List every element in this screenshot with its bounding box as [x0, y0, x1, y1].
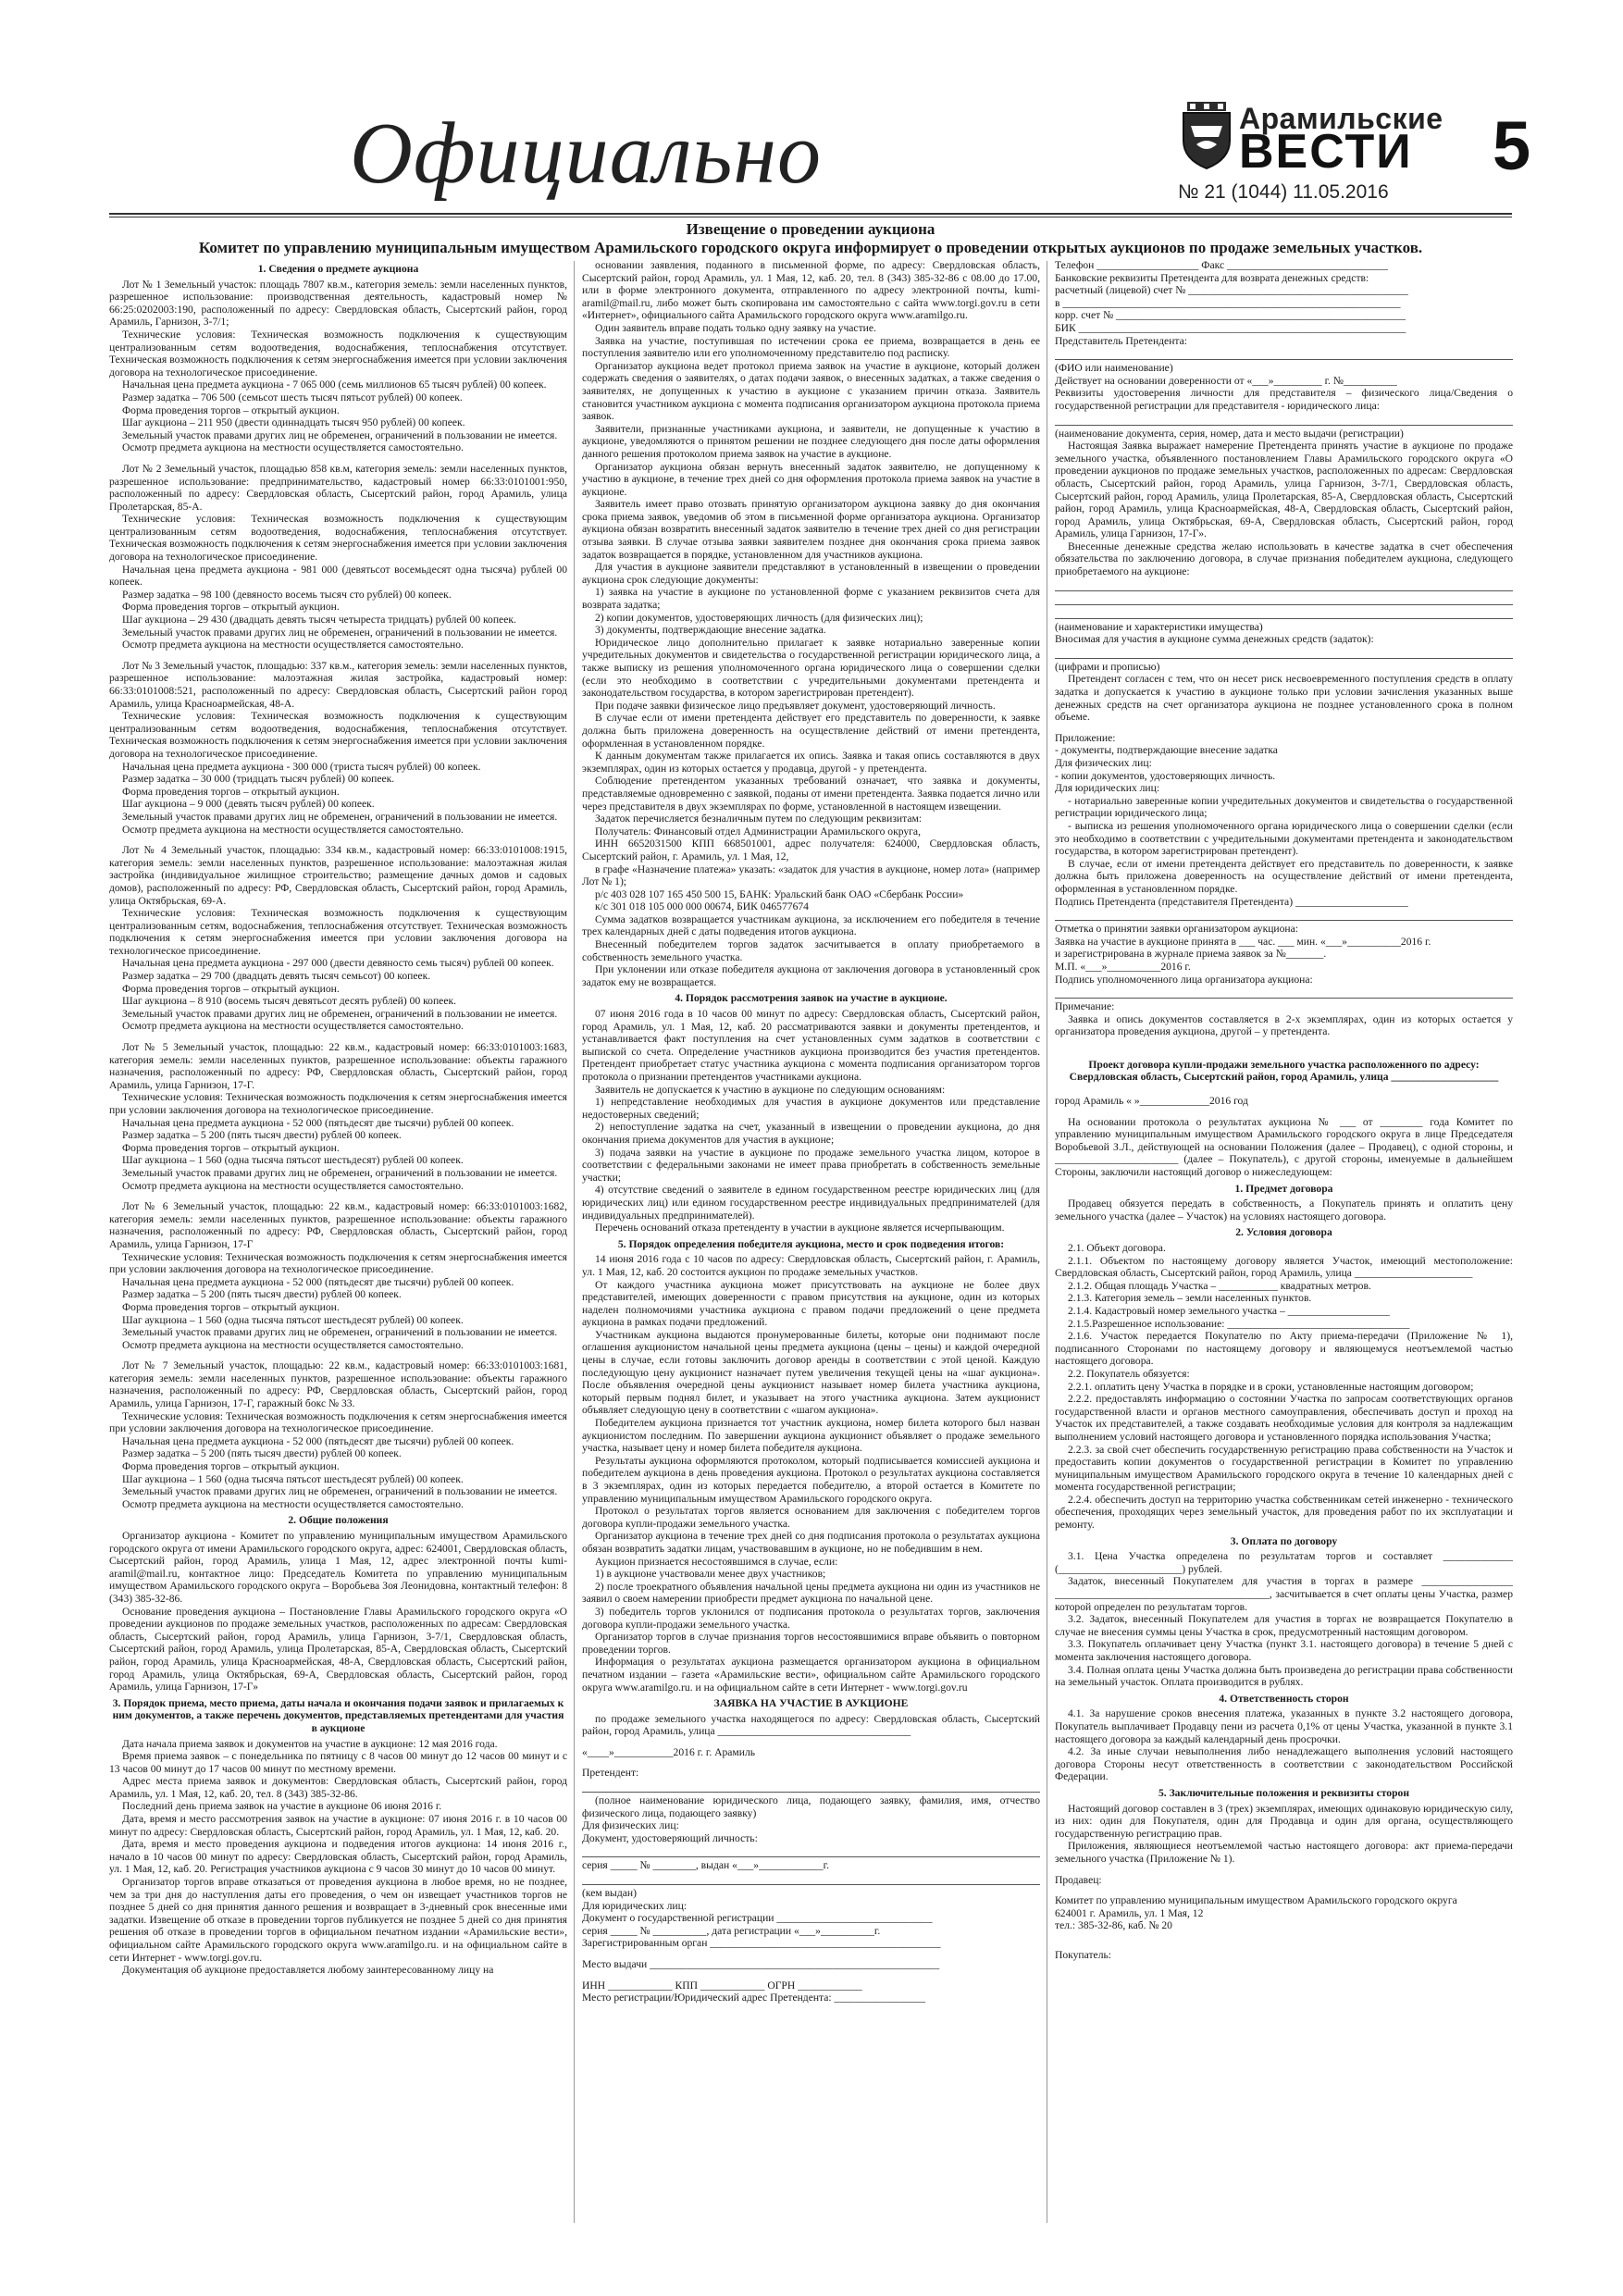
- paragraph: Технические условия: Техническая возможность подключения к существующим централизованным сетям, водоснабжения, теплоснабжения отсутствует. Техническая возможность подключения к сетям энергоснабжения имеется при условии заключения договора на технологическое присоединение.: [109, 907, 567, 957]
- form-line: Действует на основании доверенности от «___»_________ г. №__________: [1055, 374, 1397, 387]
- form-line: серия _____ № __________, дата регистрации «___»__________г.: [582, 1924, 881, 1937]
- paragraph: Дата начала приема заявок и документов на участие в аукционе: 12 мая 2016 года.: [122, 1737, 498, 1750]
- form-line: Отметка о принятии заявки организатором аукциона:: [1055, 923, 1298, 936]
- paragraph: Организатор торгов вправе отказаться от проведения аукциона в любое время, но не позднее, чем за три дня до наступления даты его проведения, о чем он извещает участников торгов не позднее 5 дней со дня принятия данного решения и возвращает в 3-дневный срок внесенные ими задатки. Извещение об отказе в проведении торгов публикуется не позднее 5 дней со дня принятия решения об отказе в проведении торгов в официальном печатном издании «Арамильские вести», официальном сайте Арамильского городского округа www.aramilgo.ru. и на официальном сайте в сети Интернет - www.torgi.gov.ru.: [109, 1876, 567, 1964]
- section-heading: 4. Ответственность сторон: [1219, 1692, 1349, 1705]
- spacer: [582, 1758, 1040, 1767]
- paragraph: 3) подача заявки на участие в аукционе по продаже земельного участка лицом, которое в соответствии с федеральными законами не имеет права приобретать в собственность земельные участки;: [582, 1146, 1040, 1184]
- paragraph: 2) непоступление задатка на счет, указанный в извещении о проведении аукциона, до дня окончания приема документов для участия в аукционе;: [582, 1121, 1040, 1146]
- form-line: Банковские реквизиты Претендента для возврата денежных средств:: [1055, 271, 1369, 284]
- paragraph: Размер задатка – 706 500 (семьсот шесть тысяч пятьсот рублей) 00 копеек.: [122, 391, 463, 403]
- paragraph: Победителем аукциона признается тот участник аукциона, номер билета которого был назван аукционистом последним. По завершении аукциона аукционист объявляет о продаже земельного участка, называет цену и номер билета победителя аукциона.: [582, 1417, 1040, 1455]
- section-heading: 2. Условия договора: [1235, 1226, 1332, 1239]
- paragraph: Организатор аукциона - Комитет по управлению муниципальным имуществом Арамильского городского округа от имени Арамильского городского округа, адрес: 624001, Свердловская область, Сысертский район, город Арамиль, улица 1 Мая, 12, адрес электронной почты kumi-aramil@mail.ru, контактное лицо: Председатель Комитета по управлению муниципальным имуществом Арамильского городского округа – Воробьева Зоя Леонидовна, контактный телефон: 8 (343) 385-32-86.: [109, 1530, 567, 1605]
- paragraph: Лот № 6 Земельный участок, площадью: 22 кв.м., кадастровый номер: 66:33:0101003:1682, категория земель: земли населенных пунктов, разрешенное использование: объекты гаражного назначения, расположенный по адресу: РФ, Свердловская область, Сысертский район, город Арамиль, улица Гарнизон, 17-Г: [109, 1200, 567, 1250]
- paragraph: 1) заявка на участие в аукционе по установленной форме с указанием реквизитов счета для возврата задатка;: [582, 586, 1040, 612]
- paragraph: В случае, если от имени претендента действует его представитель по доверенности, к заявке должна быть приложена доверенность на осуществление действий от имени претендента, оформленная в установленном порядке.: [1055, 857, 1513, 895]
- spacer: [1055, 1086, 1513, 1095]
- form-line: Место выдачи ______________________________________________________: [582, 1958, 940, 1970]
- form-line: Для физических лиц:: [582, 1819, 679, 1832]
- paragraph: 2.1.6. Участок передается Покупателю по Акту приема-передачи (Приложение № 1), подписанного Сторонами по настоящему договору и являющемуся неотъемлемой частью настоящего договора.: [1055, 1330, 1513, 1368]
- form-line: (ФИО или наименование): [1055, 362, 1173, 375]
- paragraph: 2.1.4. Кадастровый номер земельного участка – ___________________: [1068, 1304, 1390, 1317]
- paragraph: Лот № 4 Земельный участок, площадью: 334 кв.м., кадастровый номер: 66:33:0101008:1915, категория земель: земли населенных пунктов, разрешенное использование: малоэтажная жилая застройка (индивидуальное жилищное строительство; размещение дачных домов и садовых домов), расположенный по адресу: РФ, Свердловская область, Сысертский район, город Арамиль, улица Октябрьская, 69-А.: [109, 844, 567, 907]
- paragraph: Время приема заявок – с понедельника по пятницу с 8 часов 00 минут до 12 часов 00 минут и с 13 часов 00 минут до 17 часов 00 минут по местному времени.: [109, 1750, 567, 1775]
- section-heading: 3. Оплата по договору: [1230, 1534, 1338, 1547]
- section-heading: 5. Заключительные положения и реквизиты сторон: [1158, 1786, 1410, 1799]
- paragraph: Технические условия: Техническая возможность подключения к существующим централизованным сетям водоотведения, водоснабжения, теплоснабжения отсутствует. Техническая возможность подключения к сетям энергоснабжения имеется при условии заключения договора на технологическое присоединение.: [109, 328, 567, 379]
- form-line: Место регистрации/Юридический адрес Претендента: _________________: [582, 1992, 926, 2004]
- spacer: [1055, 724, 1513, 732]
- paragraph: Осмотр предмета аукциона на местности осуществляется самостоятельно.: [122, 1338, 464, 1351]
- paragraph: Один заявитель вправе подать только одну заявку на участие.: [595, 321, 876, 334]
- paragraph: К данным документам также прилагается их опись. Заявка и такая опись составляются в двух экземплярах, один из которых остается у продавца, другой - у претендента.: [582, 750, 1040, 775]
- paragraph: Форма проведения торгов – открытый аукцион.: [122, 403, 340, 416]
- form-blank-line: [582, 1873, 1040, 1885]
- paragraph: Начальная цена предмета аукциона - 52 000 (пятьдесят две тысячи) рублей 00 копеек.: [122, 1275, 514, 1288]
- paragraph: 3.4. Полная оплата цены Участка должна быть произведена до регистрации права собственности на земельный участок. Оплата производится в рублях.: [1055, 1663, 1513, 1689]
- spacer: [1055, 1866, 1513, 1874]
- section-heading: 1. Предмет договора: [1234, 1182, 1333, 1195]
- form-line: Зарегистрированным орган ___________________________________________: [582, 1937, 941, 1950]
- paragraph: Земельный участок правами других лиц не обременен, ограничений в пользовании не имеется.: [122, 1326, 558, 1339]
- paragraph: Осмотр предмета аукциона на местности осуществляется самостоятельно.: [122, 639, 464, 652]
- paragraph: Приложения, являющиеся неотъемлемой частью настоящего договора: акт приема-передачи земельного участка (Приложение № 1).: [1055, 1840, 1513, 1865]
- paragraph: 1) в аукционе участвовали менее двух участников;: [595, 1568, 826, 1581]
- paragraph: Размер задатка – 5 200 (пять тысяч двести) рублей 00 копеек.: [122, 1288, 402, 1301]
- paragraph: 4.2. За иные случаи невыполнения либо ненадлежащего выполнения условий настоящего договора Стороны несут ответственность в соответствии с законодательством Российской Федерации.: [1055, 1745, 1513, 1783]
- form-line: «____»___________2016 г. г. Арамиль: [582, 1745, 756, 1758]
- form-blank-line: [582, 1781, 1040, 1793]
- form-line: Претендент:: [582, 1767, 639, 1780]
- coat-of-arms-icon: [1178, 100, 1235, 170]
- form-line: Представитель Претендента:: [1055, 334, 1187, 347]
- form-line: (наименование и характеристики имущества): [1055, 620, 1263, 633]
- form-line: М.П. «___»__________2016 г.: [1055, 960, 1191, 973]
- paragraph: Начальная цена предмета аукциона - 297 000 (двести девяносто семь тысяч) рублей 00 копеек.: [122, 957, 554, 970]
- paragraph: Технические условия: Техническая возможность подключения к существующим централизованным сетям водоотведения, водоснабжения, теплоснабжения отсутствует. Техническая возможность подключения к сетям энергоснабжения имеется при условии заключения договора на технологическое присоединение.: [109, 513, 567, 564]
- paragraph: Протокол о результатах торгов является основанием для заключения с победителем торгов договора купли-продажи земельного участка.: [582, 1505, 1040, 1530]
- paragraph: 2.1.3. Категория земель – земли населенных пунктов.: [1068, 1292, 1312, 1305]
- spacer: [109, 836, 567, 844]
- form-line: - документы, подтверждающие внесение задатка: [1055, 744, 1278, 757]
- form-line: Телефон ___________________ Факс ______________________________: [1055, 259, 1388, 271]
- paragraph: Осмотр предмета аукциона на местности осуществляется самостоятельно.: [122, 823, 464, 836]
- form-line: Продавец:: [1055, 1873, 1102, 1886]
- paragraph: - нотариально заверенные копии учредительных документов и свидетельства о государственной регистрации юридического лица;: [1055, 794, 1513, 820]
- spacer: [1055, 1108, 1513, 1116]
- paragraph: Организатор аукциона обязан вернуть внесенный задаток заявителю, не допущенному к участию в аукционе, в течение трех дней со дня оформления протокола приема заявок на участие в аукционе.: [582, 460, 1040, 498]
- paragraph: Заявители, признанные участниками аукциона, и заявители, не допущенные к участию в аукционе, уведомляются о принятом решении не позднее следующего дня после даты оформления данного решения протоколом приема заявок на участие в аукционе.: [582, 422, 1040, 460]
- paragraph: Шаг аукциона – 29 430 (двадцать девять тысяч четыреста тридцать) рублей 00 копеек.: [122, 614, 516, 627]
- paragraph: При подаче заявки физическое лицо предъявляет документ, удостоверяющий личность.: [595, 699, 996, 712]
- column-divider: [574, 261, 575, 2223]
- paragraph: Осмотр предмета аукциона на местности осуществляется самостоятельно.: [122, 1020, 464, 1033]
- form-line: БИК _____________________________________________________________: [1055, 321, 1406, 334]
- paragraph: Сумма задатков возвращается участникам аукциона, за исключением его победителя в течение трех календарных дней с даты подведения итогов аукциона.: [582, 912, 1040, 938]
- paragraph: - выписка из решения уполномоченного органа юридического лица о совершении сделки (если это необходимо в соответствии с учредительными документами претендента и законодательством государства, в котором зарегистрирован претендент).: [1055, 819, 1513, 858]
- paragraph: Земельный участок правами других лиц не обременен, ограничений в пользовании не имеется.: [122, 428, 558, 441]
- text-column-3: [1055, 259, 1513, 2230]
- form-line: - копии документов, удостоверяющих личность.: [1055, 769, 1276, 782]
- paragraph: Внесенный победителем торгов задаток засчитывается в оплату приобретаемого в собственность земельного участка.: [582, 938, 1040, 963]
- form-blank-line: [1055, 987, 1513, 999]
- spacer: [1055, 1932, 1513, 1941]
- paragraph: Начальная цена предмета аукциона - 52 000 (пятьдесят две тысячи) рублей 00 копеек.: [122, 1434, 514, 1447]
- paragraph: Форма проведения торгов – открытый аукцион.: [122, 1460, 340, 1473]
- paragraph: Заявка на участие, поступившая по истечении срока ее приема, возвращается в день ее поступления заявителю или его уполномоченному представителю под расписку.: [582, 334, 1040, 360]
- paragraph: Форма проведения торгов – открытый аукцион.: [122, 601, 340, 614]
- paragraph: к/с 301 018 105 000 000 00674, БИК 046577674: [595, 900, 809, 913]
- paragraph: Шаг аукциона – 1 560 (одна тысяча пятьсот шестьдесят рублей) 00 копеек.: [122, 1313, 464, 1326]
- paragraph: 2.2.1. оплатить цену Участка в порядке и в сроки, установленные настоящим договором;: [1068, 1380, 1474, 1393]
- paragraph: Заявка и опись документов составляется в 2-х экземплярах, один из которых остается у организатора проведения аукциона, другой – у претендента.: [1055, 1012, 1513, 1038]
- paragraph: Документация об аукционе предоставляется любому заинтересованному лицу на: [122, 1964, 494, 1977]
- form-blank-line: [1055, 647, 1513, 659]
- paragraph: 3) победитель торгов уклонился от подписания протокола о результатах торгов, заключения договора купли-продажи земельного участка.: [582, 1605, 1040, 1631]
- section-heading: 1. Сведения о предмете аукциона: [257, 263, 419, 275]
- spacer: [1055, 1047, 1513, 1055]
- spacer: [109, 1033, 567, 1041]
- form-line: Покупатель:: [1055, 1948, 1111, 1961]
- paragraph: 3.2. Задаток, внесенный Покупателем для участия в торгах не возвращается Покупателю в случае не внесения суммы цены Участка в срок, предусмотренный настоящим договором.: [1055, 1613, 1513, 1638]
- paragraph: Осмотр предмета аукциона на местности осуществляется самостоятельно.: [122, 1179, 464, 1192]
- paragraph: 2.1.1. Объектом по настоящему договору является Участок, имеющий местоположение: Свердловская область, Сысертский район, город Арамиль, улица ______________________: [1055, 1254, 1513, 1280]
- paragraph: р/с 403 028 107 165 450 500 15, БАНК: Уральский банк ОАО «Сбербанк России»: [595, 887, 964, 900]
- paragraph: Земельный участок правами других лиц не обременен, ограничений в пользовании не имеется.: [122, 810, 558, 823]
- form-line: тел.: 385-32-86, каб. № 20: [1055, 1919, 1172, 1932]
- form-line: серия _____ № ________, выдан «___»____________г.: [582, 1859, 829, 1872]
- paragraph: Дата, время и место проведения аукциона и подведения итогов аукциона: 14 июня 2016 г., начало в 10 часов 00 минут по адресу: Свердловская область, Сысертский район, город Арамиль, ул. 1 Мая, 12, каб. 20. Регистрация участников аукциона с 9 часов 30 минут до 10 часов 00 минут.: [109, 1838, 567, 1876]
- paragraph: Осмотр предмета аукциона на местности осуществляется самостоятельно.: [122, 441, 464, 454]
- form-line: ИНН ____________ КПП ____________ ОГРН ____________: [582, 1979, 862, 1992]
- section-title: Официально: [350, 105, 823, 202]
- paragraph: Задаток, внесенный Покупателем для участия в торгах в размере _________________ ________________________________________, засчитывается в счет оплаты цены Участка, размер которой определен по результатам торгов.: [1055, 1575, 1513, 1613]
- form-line: город Арамиль « »_____________2016 год: [1055, 1095, 1248, 1108]
- text-column-2: [582, 259, 1040, 2230]
- paragraph: Внесенные денежные средства желаю использовать в качестве задатка в счет обеспечения обязательства по заключению договора, в случае признания победителем аукциона, следующего приобретаемого на аукционе:: [1055, 540, 1513, 578]
- paragraph: Лот № 3 Земельный участок, площадью: 337 кв.м., категория земель: земли населенных пунктов, разрешенное использование: малоэтажная жилая застройка, кадастровый номер: 66:33:0101008:521, расположенный по адресу: Свердловская область, Сысертский район город Арамиль, улица Красноармейская, 48-А.: [109, 659, 567, 710]
- paragraph: Юридическое лицо дополнительно прилагает к заявке нотариально заверенные копии учредительных документов и свидетельства о государственной регистрации юридического лица, а также выписку из решения уполномоченного органа юридического лица о совершении сделки (если это необходимо в соответствии с учредительными документами претендента и законодательством государства, в котором зарегистрирован претендент).: [582, 636, 1040, 700]
- spacer: [582, 1971, 1040, 1980]
- paragraph: Размер задатка – 98 100 (девяносто восемь тысяч сто рублей) 00 копеек.: [122, 588, 452, 601]
- paragraph: Размер задатка – 5 200 (пять тысяч двести) рублей 00 копеек.: [122, 1447, 402, 1460]
- paragraph: Технические условия: Техническая возможность подключения к сетям энергоснабжения имеется при условии заключения договора на технологическое присоединение.: [109, 1250, 567, 1276]
- paragraph: Начальная цена предмета аукциона - 300 000 (триста тысяч рублей) 00 копеек.: [122, 760, 481, 773]
- form-line: (кем выдан): [582, 1887, 637, 1900]
- paragraph: Технические условия: Техническая возможность подключения к сетям энергоснабжения имеется при условии заключения договора на технологическое присоединение.: [109, 1409, 567, 1435]
- paragraph: Соблюдение претендентом указанных требований означает, что заявка и документы, представляемые одновременно с заявкой, поданы от имени претендента. Заявка подается лично или через представителя в двух экземплярах по форме, установленной в настоящем извещении.: [582, 775, 1040, 813]
- form-line: Вносимая для участия в аукционе сумма денежных средств (задаток):: [1055, 633, 1374, 646]
- paragraph: Претендент согласен с тем, что он несет риск несвоевременного поступления средств в оплату задатка и допускается к участию в аукционе только при условии зачисления указанных выше денежных средств на счет организатора аукциона не позднее установленного срока в полном объеме.: [1055, 673, 1513, 724]
- paragraph: (полное наименование юридического лица, подающего заявку, фамилия, имя, отчество физического лица, подающего заявку): [582, 1794, 1040, 1819]
- paragraph: Лот № 1 Земельный участок: площадь 7807 кв.м., категория земель: земли населенных пунктов, разрешенное использование: производственная деятельность, кадастровый номер № 66:25:0202003:190, расположенный по адресу: Свердловская область, Сысертский район, город Арамиль, Гарнизон, 3-7/1;: [109, 278, 567, 329]
- paragraph: в графе «Назначение платежа» указать: «задаток для участия в аукционе, номер лота» (например Лот № 1);: [582, 863, 1040, 888]
- form-blank-line: [1055, 579, 1513, 591]
- form-blank-line: [1055, 348, 1513, 360]
- paragraph: В случае если от имени претендента действует его представитель по доверенности, к заявке должна быть приложена доверенность на осуществление действий от имени претендента, оформленная в установленном порядке.: [582, 712, 1040, 750]
- header-rule: [109, 213, 1512, 215]
- paragraph: Организатор аукциона в течение трех дней со дня подписания протокола о результатах аукциона обязан возвратить задатки лицам, участвовавшим в аукционе, но не победившим в нем.: [582, 1530, 1040, 1555]
- paragraph: Земельный участок правами других лиц не обременен, ограничений в пользовании не имеется.: [122, 1166, 558, 1179]
- spacer: [109, 1192, 567, 1200]
- paragraph: Продавец обязуется передать в собственность, а Покупатель принять и оплатить цену земельного участка (далее – Участок) на условиях настоящего договора.: [1055, 1198, 1513, 1222]
- paragraph: Размер задатка – 5 200 (пять тысяч двести) рублей 00 копеек.: [122, 1129, 402, 1142]
- form-line: в _______________________________________________________________: [1055, 296, 1401, 309]
- paragraph: Осмотр предмета аукциона на местности осуществляется самостоятельно.: [122, 1497, 464, 1510]
- paragraph: Форма проведения торгов – открытый аукцион.: [122, 1300, 340, 1313]
- paragraph: Заявитель имеет право отозвать принятую организатором аукциона заявку до дня окончания срока приема заявок, уведомив об этом в письменной форме организатора аукциона. Организатор аукциона обязан возвратить внесенный задаток заявителю в течение трех дней со дня регистрации отзыва заявки. В случае отзыва заявки заявителем позднее дня окончания срока приема заявок задаток возвращается в порядке, установленном для участников аукциона.: [582, 498, 1040, 561]
- paragraph: Организатор аукциона ведет протокол приема заявок на участие в аукционе, который должен содержать сведения о заявителях, о датах подачи заявок, о внесенных задатках, а также сведения о заявителях, не допущенных к участию в аукционе с указанием причин отказа. Заявитель становится участником аукциона с момента подписания организатором аукциона протокола приема заявок.: [582, 359, 1040, 423]
- masthead: [54, 93, 1571, 204]
- form-line: Заявка на участие в аукционе принята в ___ час. ___ мин. «___»__________2016 г.: [1055, 935, 1431, 948]
- paragraph: 2) копии документов, удостоверяющих личность (для физических лиц);: [595, 611, 923, 624]
- paragraph: 3.1. Цена Участка определена по результатам торгов и составляет _____________ (_______________________) рублей.: [1055, 1550, 1513, 1575]
- paragraph: 2.1.2. Общая площадь Участка – ___________ квадратных метров.: [1068, 1279, 1371, 1292]
- form-line: Подпись Претендента (представителя Претендента) _____________________: [1055, 895, 1408, 908]
- form-blank-line: [582, 1845, 1040, 1857]
- paragraph: Шаг аукциона – 9 000 (девять тысяч рублей) 00 копеек.: [122, 798, 375, 811]
- paragraph: Технические условия: Техническая возможность подключения к сетям энергоснабжения имеется при условии заключения договора на технологическое присоединение.: [109, 1091, 567, 1116]
- paragraph: 14 июня 2016 года с 10 часов по адресу: Свердловская область, Сысертский район, г. Арамиль, ул. 1 Мая, 12, каб. 20 состоится аукцион по продаже земельных участков.: [582, 1253, 1040, 1278]
- form-line: Документ, удостоверяющий личность:: [582, 1831, 758, 1844]
- paragraph: На основании протокола о результатах аукциона № ___ от ________ года Комитет по управлению муниципальным имуществом Арамильского городского округа в лице Председателя Воробьевой З.Л., действующей на основании Положения (далее – Продавец), с одной стороны, и _______________________ (далее – Покупатель), с другой стороны, именуемые в дальнейшем Стороны, заключили настоящий договор о нижеследующем:: [1055, 1115, 1513, 1179]
- form-line: Реквизиты удостоверения личности для представителя – физического лица/Сведения о государственной регистрации для представителя - юридического лица:: [1055, 387, 1513, 412]
- form-line: Для юридических лиц:: [1055, 782, 1160, 795]
- paragraph: Настоящий договор составлен в 3 (трех) экземплярах, имеющих одинаковую юридическую силу, из них: один для Покупателя, один для Продавца и один для органа, осуществляющего государственную регистрацию прав.: [1055, 1802, 1513, 1840]
- spacer: [1055, 1886, 1513, 1894]
- form-line: Приложение:: [1055, 731, 1116, 744]
- paragraph: Лот № 5 Земельный участок, площадью: 22 кв.м., кадастровый номер: 66:33:0101003:1683, категория земель: земли населенных пунктов, разрешенное использование: объекты гаражного назначения, расположенный по адресу: РФ, Свердловская область, Сысертский район, город Арамиль, улица Гарнизон, 17-Г.: [109, 1041, 567, 1091]
- notice-title: Извещение о проведении аукциона: [686, 220, 935, 238]
- paragraph: Форма проведения торгов – открытый аукцион.: [122, 1141, 340, 1154]
- paragraph: 2.2. Покупатель обязуется:: [1068, 1367, 1190, 1380]
- paragraph: Шаг аукциона – 1 560 (одна тысяча пятьсот шестьдесят рублей) 00 копеек.: [122, 1472, 464, 1485]
- paragraph: При уклонении или отказе победителя аукциона от заключения договора в установленный срок задаток ему не возвращается.: [582, 963, 1040, 988]
- paragraph: Шаг аукциона – 211 950 (двести одиннадцать тысяч 950 рублей) 00 копеек.: [122, 416, 465, 429]
- spacer: [109, 454, 567, 463]
- paragraph: Адрес места приема заявок и документов: Свердловская область, Сысертский район, город Арамиль, ул. 1 Мая, 12, каб. 20, тел. 8 (343) 385-32-86.: [109, 1775, 567, 1800]
- paragraph: 2.1.5.Разрешенное использование: __________________________________: [1068, 1317, 1410, 1330]
- paragraph: От каждого участника аукциона может присутствовать на аукционе не более двух представителей, имеющих доверенности с правом присутствия на аукционе, один из которых наделен полномочиями участника аукциона с правом подачи предложений о цене предмета аукциона в рамках подачи предложений.: [582, 1278, 1040, 1329]
- paragraph: по продаже земельного участка находящегося по адресу: Свердловская область, Сысертский район, город Арамиль, улица ____________________________________: [582, 1712, 1040, 1738]
- form-line: Подпись уполномоченного лица организатора аукциона:: [1055, 973, 1313, 986]
- paragraph: ИНН 6652031500 КПП 668501001, адрес получателя: 624000, Свердловская область, Сысертский район, г. Арамиль, ул. 1 Мая, 12,: [582, 838, 1040, 863]
- paragraph: Перечень оснований отказа претенденту в участии в аукционе является исчерпывающим.: [595, 1222, 1005, 1235]
- paragraph: Размер задатка – 30 000 (тридцать тысяч рублей) 00 копеек.: [122, 773, 395, 786]
- paragraph: Информация о результатах аукциона размещается организатором аукциона в официальном печатном издании – газета «Арамильские вести», официальном сайте Арамильского городского округа www.aramilgo.ru. и на официальном сайте в сети Интернет - www.torgi.gov.ru: [582, 1656, 1040, 1694]
- paragraph: Земельный участок правами других лиц не обременен, ограничений в пользовании не имеется.: [122, 1007, 558, 1020]
- form-blank-line: [1055, 909, 1513, 921]
- spacer: [109, 1351, 567, 1359]
- form-blank-line: [1055, 593, 1513, 605]
- paragraph: Лот № 7 Земельный участок, площадью: 22 кв.м., кадастровый номер: 66:33:0101003:1681, категория земель: земли населенных пунктов, разрешенное использование: объекты гаражного назначения, расположенный по адресу: РФ, Свердловская область, Сысертский район, город Арамиль, улица Гарнизон, 17-Г, гаражный бокс № 33.: [109, 1359, 567, 1410]
- form-line: Для физических лиц:: [1055, 757, 1152, 769]
- paragraph: 07 июня 2016 года в 10 часов 00 минут по адресу: Свердловская область, Сысертский район, город Арамиль, ул. 1 Мая, 12, каб. 20 рассматриваются заявки и документы претендентов, и устанавливается факт поступления на счет установленных сумм задатков в соответствии с выпиской со счета. Определение участников аукциона производится без участия претендентов. Претендент приобретает статус участника аукциона с момента подписания организатором торгов протокола о признании претендентов участниками аукциона.: [582, 1008, 1040, 1083]
- paragraph: Настоящая Заявка выражает намерение Претендента принять участие в аукционе по продаже земельного участка, объявленного постановлением Главы Арамильского городского округа «О проведении аукционов по продаже земельных участков, расположенных по адресам: Свердловская область, Сысертский район, город Арамиль, улица Гарнизон, 3-7/1, Свердловская область, Сысертский район, город Арамиль, улица Пролетарская, 85-А, Свердловская область, Сысертский район, город Арамиль, улица Красноармейская, 48-А, Свердловская область, Сысертский район, город Арамиль, улица Октябрьская, 69-А, Свердловская область, Сысертский район, город Арамиль, улица Гарнизон, 17-Г».: [1055, 440, 1513, 540]
- paragraph: Форма проведения торгов – открытый аукцион.: [122, 982, 340, 995]
- notice-subtitle: Комитет по управлению муниципальным имуществом Арамильского городского округа информирует о проведении открытых аукционов по продаже земельных участков.: [198, 239, 1423, 256]
- form-line: Примечание:: [1055, 1000, 1115, 1013]
- paragraph: Технические условия: Техническая возможность подключения к существующим централизованным сетям водоотведения, водоснабжения, теплоснабжения отсутствует. Техническая возможность подключения к сетям энергоснабжения имеется при условии заключения договора на технологическое присоединение.: [109, 710, 567, 760]
- paragraph: 4) отсутствие сведений о заявителе в едином государственном реестре юридических лиц (для юридических лиц) или едином государственном реестре индивидуальных предпринимателей (для индивидуальных предпринимателей).: [582, 1184, 1040, 1222]
- paragraph: 2) после троекратного объявления начальной цены предмета аукциона ни один из участников не заявил о своем намерении приобрести предмет аукциона по начальной цене.: [582, 1580, 1040, 1606]
- paragraph: Шаг аукциона – 8 910 (восемь тысяч девятьсот десять рублей) 00 копеек.: [122, 995, 457, 1008]
- paragraph: Начальная цена предмета аукциона - 52 000 (пятьдесят две тысячи) рублей 00 копеек.: [122, 1116, 514, 1129]
- section-heading: 3. Порядок приема, место приема, даты начала и окончания подачи заявок и прилагаемых к ним документов, а также перечень документов, представляемых претендентами для участия в аукционе: [112, 1696, 564, 1734]
- paragraph: Начальная цена предмета аукциона - 7 065 000 (семь миллионов 65 тысяч рублей) 00 копеек.: [122, 379, 547, 391]
- form-blank-line: [1055, 414, 1513, 426]
- paragraph: Заявитель не допускается к участию в аукционе по следующим основаниям:: [595, 1083, 946, 1096]
- paragraph: Для участия в аукционе заявители представляют в установленный в извещении о проведении аукциона срок следующие документы:: [582, 561, 1040, 586]
- spacer: [582, 1738, 1040, 1746]
- section-heading: ЗАЯВКА НА УЧАСТИЕ В АУКЦИОНЕ: [713, 1697, 909, 1710]
- form-blank-line: [1055, 607, 1513, 619]
- paragraph: Земельный участок правами других лиц не обременен, ограничений в пользовании не имеется.: [122, 626, 558, 639]
- paragraph: 3.3. Покупатель оплачивает цену Участка (пункт 3.1. настоящего договора) в течение 5 дней с момента заключения настоящего договора.: [1055, 1638, 1513, 1663]
- spacer: [109, 652, 567, 660]
- form-line: Для юридических лиц:: [582, 1899, 688, 1912]
- paragraph: Основание проведения аукциона – Постановление Главы Арамильского городского округа «О проведении аукционов по продаже земельных участков, расположенных по адресам: Свердловская область, Сысертский район, город Арамиль, улица Гарнизон, 3-7/1, Свердловская область, Сысертский район, город Арамиль, улица Пролетарская, 85-А, Свердловская область, Сысертский район, город Арамиль, улица Красноармейская, 48-А, Свердловская область, Сысертский район, город Арамиль, улица Октябрьская, 69-А, Свердловская область, Сысертский район, город Арамиль, улица Гарнизон, 17-Г»: [109, 1605, 567, 1694]
- paragraph: 1) непредставление необходимых для участия в аукционе документов или представление недостоверных сведений;: [582, 1096, 1040, 1121]
- paragraph: Размер задатка – 29 700 (двадцать девять тысяч семьсот) 00 копеек.: [122, 970, 431, 983]
- paragraph: 2.2.2. предоставлять информацию о состоянии Участка по запросам соответствующих органов государственной власти и органов местного самоуправления, обеспечивать доступ и проход на Участок их представителей, а также создавать необходимые условия для контроля за надлежащим выполнением условий настоящего договора и установленного порядка использования Участка;: [1055, 1393, 1513, 1443]
- paragraph: 2.2.3. за свой счет обеспечить государственную регистрацию права собственности на Участок и предоставить копии документов о государственной регистрации в Комитет по управлению муниципальным имуществом Арамильского городского округа в течение 10 календарных дней с момента государственной регистрации;: [1055, 1443, 1513, 1494]
- text-column-1: [109, 259, 567, 2230]
- issue-number: № 21 (1044) 11.05.2016: [1178, 181, 1389, 203]
- paragraph: Форма проведения торгов – открытый аукцион.: [122, 785, 340, 798]
- page-number: 5: [1493, 107, 1531, 184]
- paragraph: Начальная цена предмета аукциона - 981 000 (девятьсот восемьдесят одна тысяча) рублей 00 копеек.: [109, 563, 567, 589]
- form-line: корр. счет № ______________________________________________________: [1055, 309, 1406, 322]
- spacer: [1055, 1941, 1513, 1949]
- paragraph: Лот № 2 Земельный участок, площадью 858 кв.м, категория земель: земли населенных пунктов, разрешенное использование: предпринимательство, кадастровый номер 66:33:0101001:950, расположенный по адресу: Свердловская область, Сысертский район, город Арамиль, улица Пролетарская, 85-А.: [109, 462, 567, 513]
- paragraph: Результаты аукциона оформляются протоколом, который подписывается комиссией аукциона и победителем аукциона в день проведения аукциона. Протокол о результатах аукциона составляется в 3 экземплярах, один из которых передается победителю, а второй остается в Комитете по управлению муниципальным имуществом Арамильского городского округа.: [582, 1454, 1040, 1505]
- paragraph: основании заявления, поданного в письменной форме, по адресу: Свердловская область, Сысертский район, город Арамиль, ул. 1 Мая, 12, каб. 20, тел. 8 (343) 385-32-86 с 08.00 до 17.00, или в форме электронного документа, отправленного по адресу электронной почты, kumi-aramil@mail.ru, либо может быть скопирована им самостоятельно с сайта www.torgi.gov.ru в сети «Интернет», официального сайта Арамильского городского округа www.aramilgo.ru.: [582, 259, 1040, 322]
- section-heading: 2. Общие положения: [288, 1514, 389, 1527]
- paragraph: Шаг аукциона – 1 560 (одна тысяча пятьсот шестьдесят) рублей 00 копеек.: [122, 1154, 464, 1167]
- paragraph: Организатор торгов в случае признания торгов несостоявшимися вправе объявить о повторном проведении торгов.: [582, 1631, 1040, 1656]
- paragraph: Участникам аукциона выдаются пронумерованные билеты, которые они поднимают после оглашения аукционистом начальной цены предмета аукциона (цены – цены) и каждой очередной цены в случае, если готовы заключить договор аренды в соответствии с этой ценой. Каждую последующую цену аукционист назначает путем увеличения текущей цены на «шаг аукциона». После объявления очередной цены аукционист называет номер билета участника аукциона, который первым поднял билет, и указывает на этого участника аукциона. Затем аукционист объявляет следующую цену в соответствии с «шагом аукциона».: [582, 1328, 1040, 1417]
- paragraph: Аукцион признается несостоявшимся в случае, если:: [595, 1555, 838, 1568]
- brand-name-top: Арамильские: [1239, 102, 1443, 135]
- paragraph: Последний день приема заявок на участие в аукционе 06 июня 2016 г.: [122, 1800, 442, 1813]
- form-line: (наименование документа, серия, номер, дата и место выдачи (регистрации): [1055, 427, 1404, 440]
- form-line: 624001 г. Арамиль, ул. 1 Мая, 12: [1055, 1906, 1204, 1919]
- form-line: и зарегистрирована в журнале приема заявок за №_______.: [1055, 948, 1327, 961]
- paragraph: Дата, время и место рассмотрения заявок на участие в аукционе: 07 июня 2016 г. в 10 часов 00 минут по адресу: Свердловская область, Сысертский район, город Арамиль, ул. 1 Мая, 12, каб. 20.: [109, 1813, 567, 1838]
- paragraph: Задаток перечисляется безналичным путем по следующим реквизитам:: [595, 813, 923, 825]
- paragraph: 4.1. За нарушение сроков внесения платежа, указанных в пункте 3.2 настоящего договора, Покупатель выплачивает Продавцу пени из расчета 0,1% от цены Участка, указанной в пункте 3.1 настоящего договора за каждый календарный день просрочки.: [1055, 1707, 1513, 1745]
- section-heading: 5. Порядок определения победителя аукциона, место и срок подведения итогов:: [617, 1237, 1005, 1250]
- section-heading: Проект договора купли-продажи земельного участка расположенного по адресу: Свердловская область, Сысертский район, город Арамиль, улица ____________________: [1069, 1058, 1499, 1084]
- form-line: Комитет по управлению муниципальным имуществом Арамильского городского округа: [1055, 1894, 1457, 1907]
- brand-name-main: ВЕСТИ: [1239, 125, 1413, 179]
- paragraph: 3) документы, подтверждающие внесение задатка.: [595, 624, 826, 637]
- newspaper-logo: [1178, 100, 1446, 179]
- paragraph: 2.1. Объект договора.: [1068, 1242, 1166, 1254]
- paragraph: Получатель: Финансовый отдел Администрации Арамильского округа,: [595, 825, 921, 838]
- form-line: Документ о государственной регистрации _____________________________: [582, 1912, 933, 1925]
- spacer: [582, 1950, 1040, 1958]
- section-heading: 4. Порядок рассмотрения заявок на участие в аукционе.: [675, 992, 948, 1005]
- paragraph: Земельный участок правами других лиц не обременен, ограничений в пользовании не имеется.: [122, 1485, 558, 1498]
- form-line: расчетный (лицевой) счет № _________________________________________: [1055, 284, 1408, 297]
- form-line: (цифрами и прописью): [1055, 660, 1160, 673]
- spacer: [1055, 1038, 1513, 1047]
- paragraph: 2.2.4. обеспечить доступ на территорию участка собственникам сетей инженерно - технического обеспечения, проходящих через земельный участок, для проведения работ по их эксплуатации и ремонту.: [1055, 1493, 1513, 1532]
